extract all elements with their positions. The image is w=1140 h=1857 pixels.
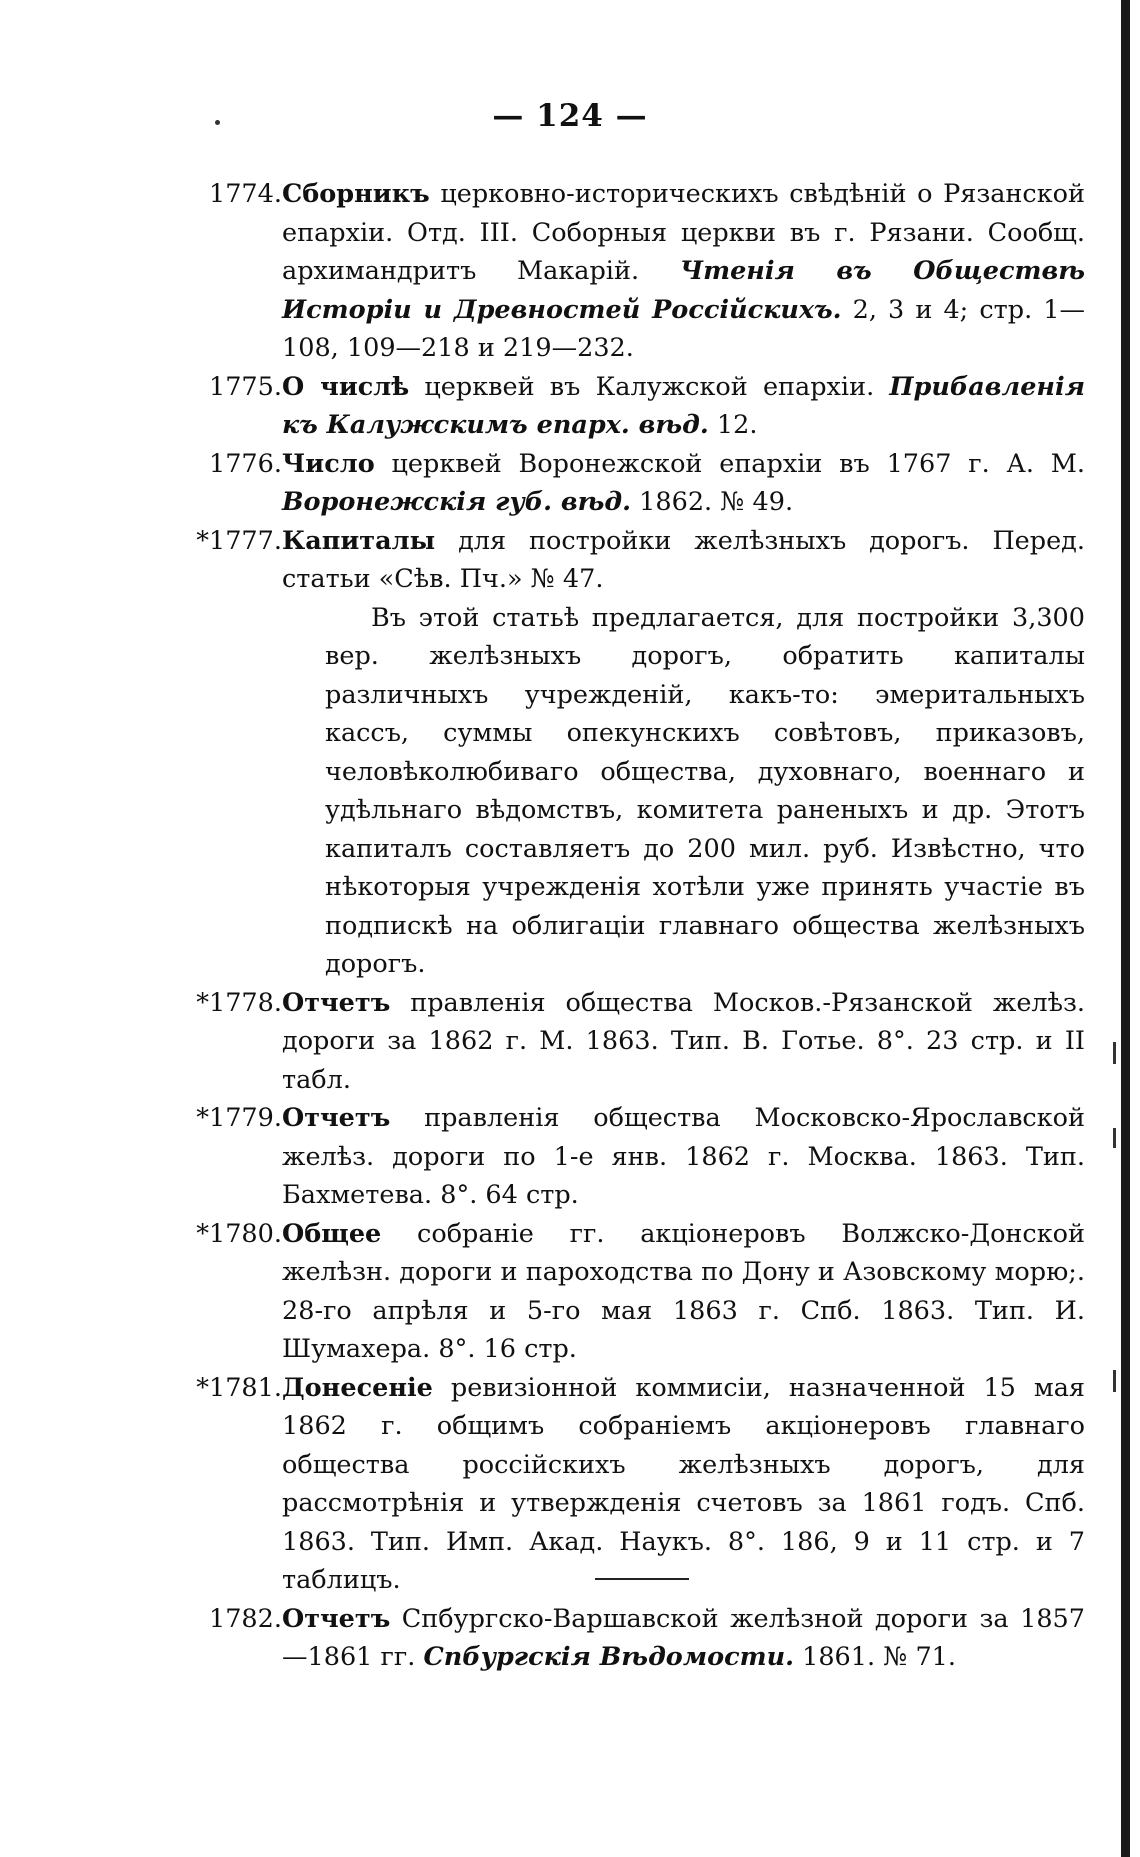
margin-tick-mark <box>1113 1042 1116 1064</box>
entry-heading: Сборникъ <box>282 179 430 209</box>
entry-source: Воронежскія губ. вѣд. <box>282 487 632 517</box>
entry-source: Прибавленія къ Калужскимъ епарх. вѣд. <box>282 371 1085 440</box>
entry-number: 1775. <box>208 371 282 402</box>
entry-heading: О числѣ <box>282 371 410 402</box>
entry-heading: Число <box>282 448 375 479</box>
page-number: — 124 — <box>492 98 648 134</box>
entry-number: *1781. <box>196 1372 282 1403</box>
entry-1777-note: Въ этой статьѣ предлагается, для постройки 3,300 вер. желѣзныхъ дорогъ, обратить капиталы различныхъ учрежденій, какъ-то: эмеритальныхъ кассъ, суммы опекунскихъ совѣтовъ, приказовъ, человѣколюбиваго общества, духовнаго, военнаго и удѣльнаго вѣдомствъ, комитета раненыхъ и др. Этотъ капиталъ составляетъ до 200 мил. руб. Извѣстно, что нѣкоторыя учрежденія хотѣли уже принять участіе въ подпискѣ на облигаціи главнаго общества желѣзныхъ дорогъ. <box>325 602 1085 979</box>
entry-number: *1779. <box>196 1103 282 1133</box>
entry-text: церквей въ Калужской епархіи. <box>409 371 890 402</box>
entry-tail: 1861. № 71. <box>794 1642 957 1672</box>
entry-number: 1774. <box>208 179 282 209</box>
entry-heading: Отчетъ <box>282 1603 391 1634</box>
entry-number: *1777. <box>196 525 282 556</box>
entry-heading: Донесеніе <box>282 1372 433 1403</box>
entry-source: Чтенія въ Обществѣ Исторіи и Древностей Россійскихъ. <box>282 256 1085 325</box>
entry-1779 <box>170 1099 1085 1215</box>
entry-1777 <box>170 522 1085 599</box>
entry-heading: Отчетъ <box>282 1103 391 1133</box>
entry-number: *1778. <box>196 987 282 1018</box>
entry-text: церквей Воронежской епархіи въ 1767 г. А. М. <box>374 448 1085 479</box>
entry-1782 <box>170 1600 1085 1677</box>
entry-number: 1776. <box>208 448 282 479</box>
entry-1781 <box>170 1369 1085 1600</box>
page-edge-line <box>1121 0 1130 1857</box>
entry-text: правленія общества Московско-Ярославской желѣз. дороги по 1-е янв. 1862 г. Москва. 1863. Тип. Бахметева. 8°. 64 стр. <box>282 1103 1085 1210</box>
entry-text: ревизіонной коммисіи, назначенной 15 мая 1862 г. общимъ собраніемъ акціонеровъ главнаго общества россійскихъ желѣзныхъ дорогъ, для рассмотрѣнія и утвержденія счетовъ за 1861 годъ. Спб. 1863. Тип. Имп. Акад. Наукъ. 8°. 186, 9 и 11 стр. и 7 таблицъ. <box>282 1372 1085 1595</box>
entry-text: правленія общества Москов.-Рязанской желѣз. дороги за 1862 г. М. 1863. Тип. В. Готье. 8°. 23 стр. и II табл. <box>282 987 1085 1095</box>
entry-1780 <box>170 1215 1085 1369</box>
entry-source: Спбургскія Вѣдомости. <box>423 1642 794 1672</box>
entry-heading: Капиталы <box>282 525 436 556</box>
margin-tick-mark <box>1113 1128 1116 1148</box>
entry-tail: 12. <box>708 410 758 440</box>
entry-1774 <box>170 175 1085 368</box>
entry-tail: 2, 3 и 4; стр. 1—108, 109—218 и 219—232. <box>282 294 1085 363</box>
entry-text: собраніе гг. акціонеровъ Волжско-Донской желѣзн. дороги и пароходства по Дону и Азовскому морю;. 28-го апрѣля и 5-го мая 1863 г. Спб. 1863. Тип. И. Шумахера. 8°. 16 стр. <box>282 1218 1085 1364</box>
entry-number: 1782. <box>208 1603 282 1634</box>
entry-1778 <box>170 984 1085 1100</box>
bibliography-list <box>170 175 1085 1677</box>
entry-number: *1780. <box>196 1218 282 1249</box>
entry-1776 <box>170 445 1085 522</box>
entry-text: для постройки желѣзныхъ дорогъ. Перед. статьи «Сѣв. Пч.» № 47. <box>282 525 1085 594</box>
entry-text: церковно-историческихъ свѣдѣній о Рязанской епархіи. Отд. III. Соборныя церкви въ г. Рязани. Сообщ. архимандритъ Макарій. <box>282 179 1085 286</box>
margin-tick-mark <box>1113 1370 1116 1392</box>
entry-heading: Общее <box>282 1218 382 1249</box>
entry-1775 <box>170 368 1085 445</box>
closing-rule <box>595 1578 689 1580</box>
entry-heading: Отчетъ <box>282 987 391 1018</box>
entry-tail: 1862. № 49. <box>631 487 794 517</box>
entry-text: Спбургско-Варшавской желѣзной дороги за 1857—1861 гг. <box>282 1603 1085 1672</box>
